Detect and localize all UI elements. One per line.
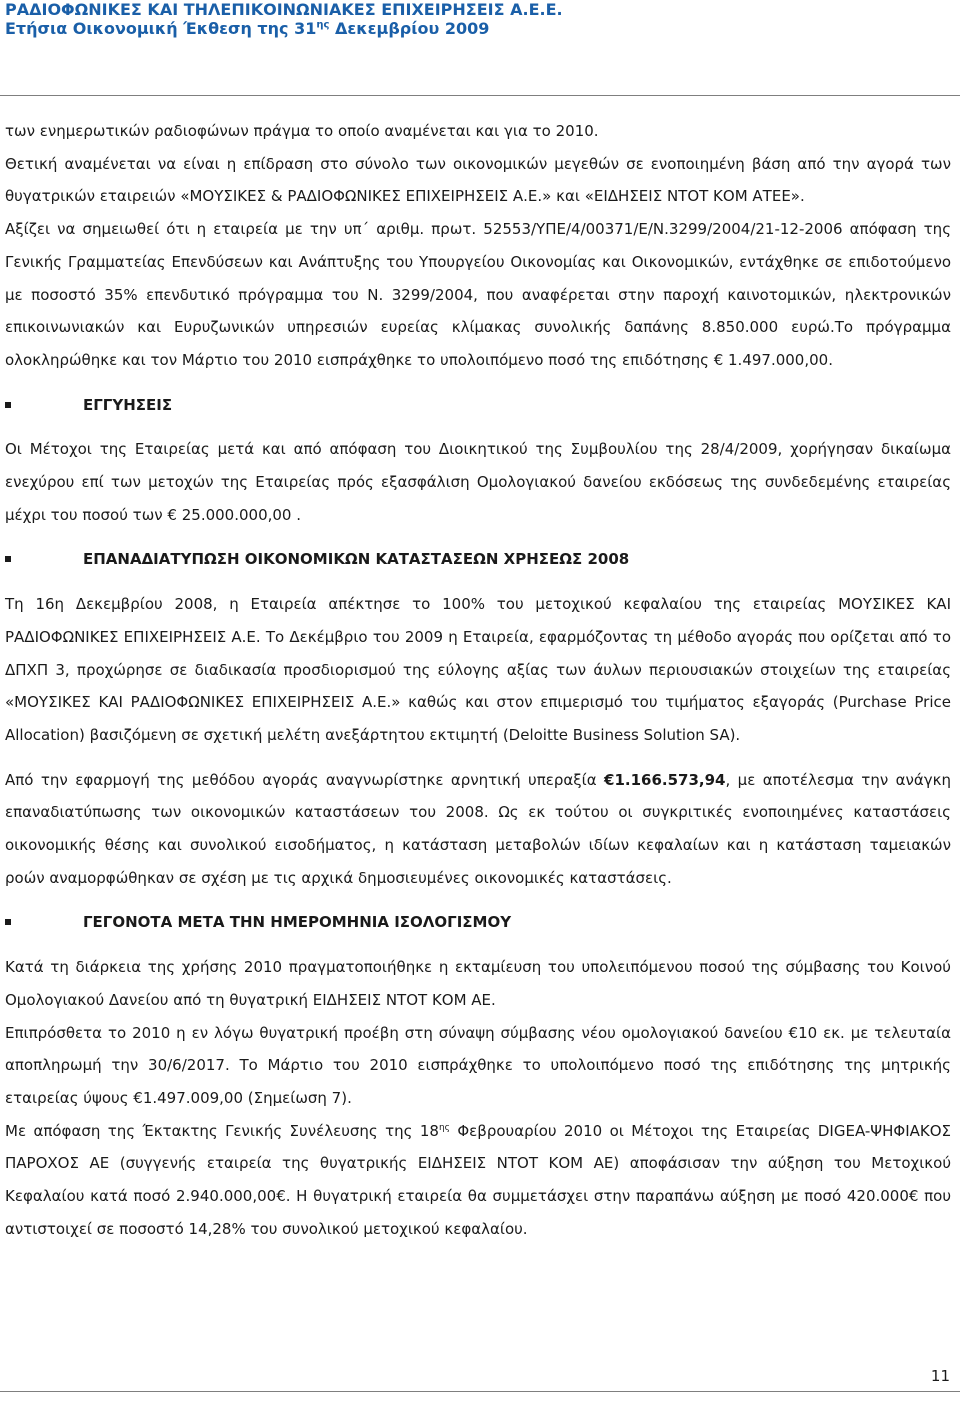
events-p3-post: Φεβρουαρίου 2010 οι Μέτοχοι της Εταιρείας DIGEA-ΨΗΦΙΑΚΟΣ ΠΑΡΟΧΟΣ ΑΕ (συγγενής εταιρεία της θυγατρικής ΕΙΔΗΣΕΙΣ ΝΤΟΤ ΚΟΜ ΑΕ) αποφάσισαν την αύξηση του Μετοχικού Κεφαλαίου κατά ποσό 2.940.000,00€. Η θυγατρική εταιρεία θα συμμετάσχει στην παραπάνω αύξηση με ποσό 420.000€ που αντιστοιχεί σε ποσοστό 14,28% του συνολικού μετοχικού κεφαλαίου.: [5, 1121, 951, 1238]
report-title-post: Δεκεμβρίου 2009: [329, 19, 490, 38]
events-paragraph-3: [5, 1115, 951, 1246]
restatement-p2-pre: Από την εφαρμογή της μεθόδου αγοράς αναγνωρίστηκε αρνητική υπεραξία: [5, 770, 605, 789]
section-heading-guarantees-text: ΕΓΓΥΗΣΕΙΣ: [83, 395, 173, 414]
events-paragraph-1: Κατά τη διάρκεια της χρήσης 2010 πραγματοποιήθηκε η εκταμίευση του υπολειπόμενου ποσού της σύμβασης του Κοινού Ομολογιακού Δανείου από τη θυγατρική ΕΙΔΗΣΕΙΣ ΝΤΟΤ ΚΟΜ ΑΕ.: [5, 958, 951, 1009]
intro-paragraph-2: Θετική αναμένεται να είναι η επίδραση στο σύνολο των οικονομικών μεγεθών σε ενοποιημένη βάση από την αγορά των θυγατρικών εταιρειών «ΜΟΥΣΙΚΕΣ & ΡΑΔΙΟΦΩΝΙΚΕΣ ΕΠΙΧΕΙΡΗΣΕΙΣ Α.Ε.» και «ΕΙΔΗΣΕΙΣ ΝΤΟΤ ΚΟΜ ΑΤΕΕ».: [5, 154, 951, 206]
section-heading-events: [5, 906, 951, 939]
square-bullet-icon: [5, 919, 11, 925]
events-paragraph-2: Επιπρόσθετα το 2010 η εν λόγω θυγατρική προέβη στη σύναψη σύμβασης νέου ομολογιακού δανείου €10 εκ. με τελευταία αποπληρωμή την 30/6/2017. Το Μάρτιο του 2010 εισπράχθηκε το υπολοιπόμενο ποσό της επιδότησης της μητρικής εταιρείας ύψους €1.497.009,00 (Σημείωση 7).: [5, 1023, 951, 1107]
square-bullet-icon: [5, 556, 11, 562]
intro-paragraph-3: Αξίζει να σημειωθεί ότι η εταιρεία με την υπ΄ αριθμ. πρωτ. 52553/ΥΠΕ/4/00371/Ε/Ν.3299/2004/21-12-2006 απόφαση της Γενικής Γραμματείας Επενδύσεων και Ανάπτυξης του Υπουργείου Οικονομίας και Οικονομικών, εντάχθηκε σε επιδοτούμενο με ποσοστό 35% επενδυτικό πρόγραμμα του Ν. 3299/2004, που αναφέρεται στην παροχή καινοτομικών, ηλεκτρονικών επικοινωνιακών και Ευρυζωνικών υπηρεσιών ευρείας κλίμακας συνολικής δαπάνης 8.850.000 ευρώ.Το πρόγραμμα ολοκληρώθηκε και τον Μάρτιο του 2010 εισπράχθηκε το υπολοιπόμενο ποσό της επιδότησης € 1.497.000,00.: [5, 220, 951, 369]
report-title-pre: Ετήσια Οικονομική Έκθεση της 31: [5, 19, 317, 38]
footer-divider: [0, 1391, 960, 1392]
page-header: [5, 0, 955, 38]
section-heading-restatement: [5, 543, 951, 576]
negative-goodwill-amount: €1.166.573,94: [604, 770, 726, 789]
restatement-paragraph-1: Τη 16η Δεκεμβρίου 2008, η Εταιρεία απέκτησε το 100% του μετοχικού κεφαλαίου της εταιρείας ΜΟΥΣΙΚΕΣ ΚΑΙ ΡΑΔΙΟΦΩΝΙΚΕΣ ΕΠΙΧΕΙΡΗΣΕΙΣ Α.Ε. Το Δεκέμβριο του 2009 η Εταιρεία, εφαρμόζοντας τη μέθοδο αγοράς που ορίζεται από το ΔΠΧΠ 3, προχώρησε σε διαδικασία προσδιορισμού της εύλογης αξίας των άυλων περιουσιακών στοιχείων της εταιρείας «ΜΟΥΣΙΚΕΣ ΚΑΙ ΡΑΔΙΟΦΩΝΙΚΕΣ ΕΠΙΧΕΙΡΗΣΕΙΣ Α.Ε.» καθώς και στον επιμερισμό του τιμήματος εξαγοράς (Purchase Price Allocation) βασιζόμενη σε σχετική μελέτη ανεξάρτητου εκτιμητή (Deloitte Business Solution SA).: [5, 595, 951, 744]
section-heading-events-text: ΓΕΓΟΝΟΤΑ ΜΕΤΑ ΤΗΝ ΗΜΕΡΟΜΗΝΙΑ ΙΣΟΛΟΓΙΣΜΟΥ: [83, 913, 512, 932]
section-heading-guarantees: [5, 389, 951, 422]
report-title-sup: ης: [316, 19, 330, 31]
header-divider: [0, 95, 960, 96]
intro-paragraph-1: των ενημερωτικών ραδιοφώνων πράγμα το οποίο αναμένεται και για το 2010.: [5, 122, 599, 140]
page-number: 11: [930, 1367, 950, 1385]
company-name: ΡΑΔΙΟΦΩΝΙΚΕΣ ΚΑΙ ΤΗΛΕΠΙΚΟΙΝΩΝΙΑΚΕΣ ΕΠΙΧΕΙΡΗΣΕΙΣ Α.Ε.Ε.: [5, 0, 563, 19]
restatement-p2-post: , με αποτέλεσμα την ανάγκη επαναδιατύπωσης των οικονομικών καταστάσεων του 2008. Ως εκ τούτου οι συγκριτικές ενοποιημένες καταστάσεις οικονομικής θέσης και συνολικού εισοδήματος, η κατάσταση μεταβολών ιδίων κεφαλαίων και η κατάσταση ταμειακών ροών αναμορφώθηκαν σε σχέση με τις αρχικά δημοσιευμένες οικονομικές καταστάσεις.: [5, 770, 952, 887]
guarantees-paragraph: Οι Μέτοχοι της Εταιρείας μετά και από απόφαση του Διοικητικού της Συμβουλίου της 28/4/2009, χορήγησαν δικαίωμα ενεχύρου επί των μετοχών της Εταιρείας πρός εξασφάλιση Ομολογιακού δανείου εκδόσεως της συνδεδεμένης εταιρείας μέχρι του ποσού των € 25.000.000,00 .: [5, 440, 951, 524]
report-title: [5, 19, 955, 38]
section-heading-restatement-text: ΕΠΑΝΑΔΙΑΤΥΠΩΣΗ ΟΙΚΟΝΟΜΙΚΩΝ ΚΑΤΑΣΤΑΣΕΩΝ ΧΡΗΣΕΩΣ 2008: [83, 550, 630, 569]
square-bullet-icon: [5, 402, 11, 408]
document-body: [5, 115, 951, 1246]
events-p3-sup: ης: [438, 1122, 450, 1133]
events-p3-pre: Με απόφαση της Έκτακτης Γενικής Συνέλευσης της 18: [5, 1121, 439, 1140]
restatement-paragraph-2: [5, 764, 951, 895]
